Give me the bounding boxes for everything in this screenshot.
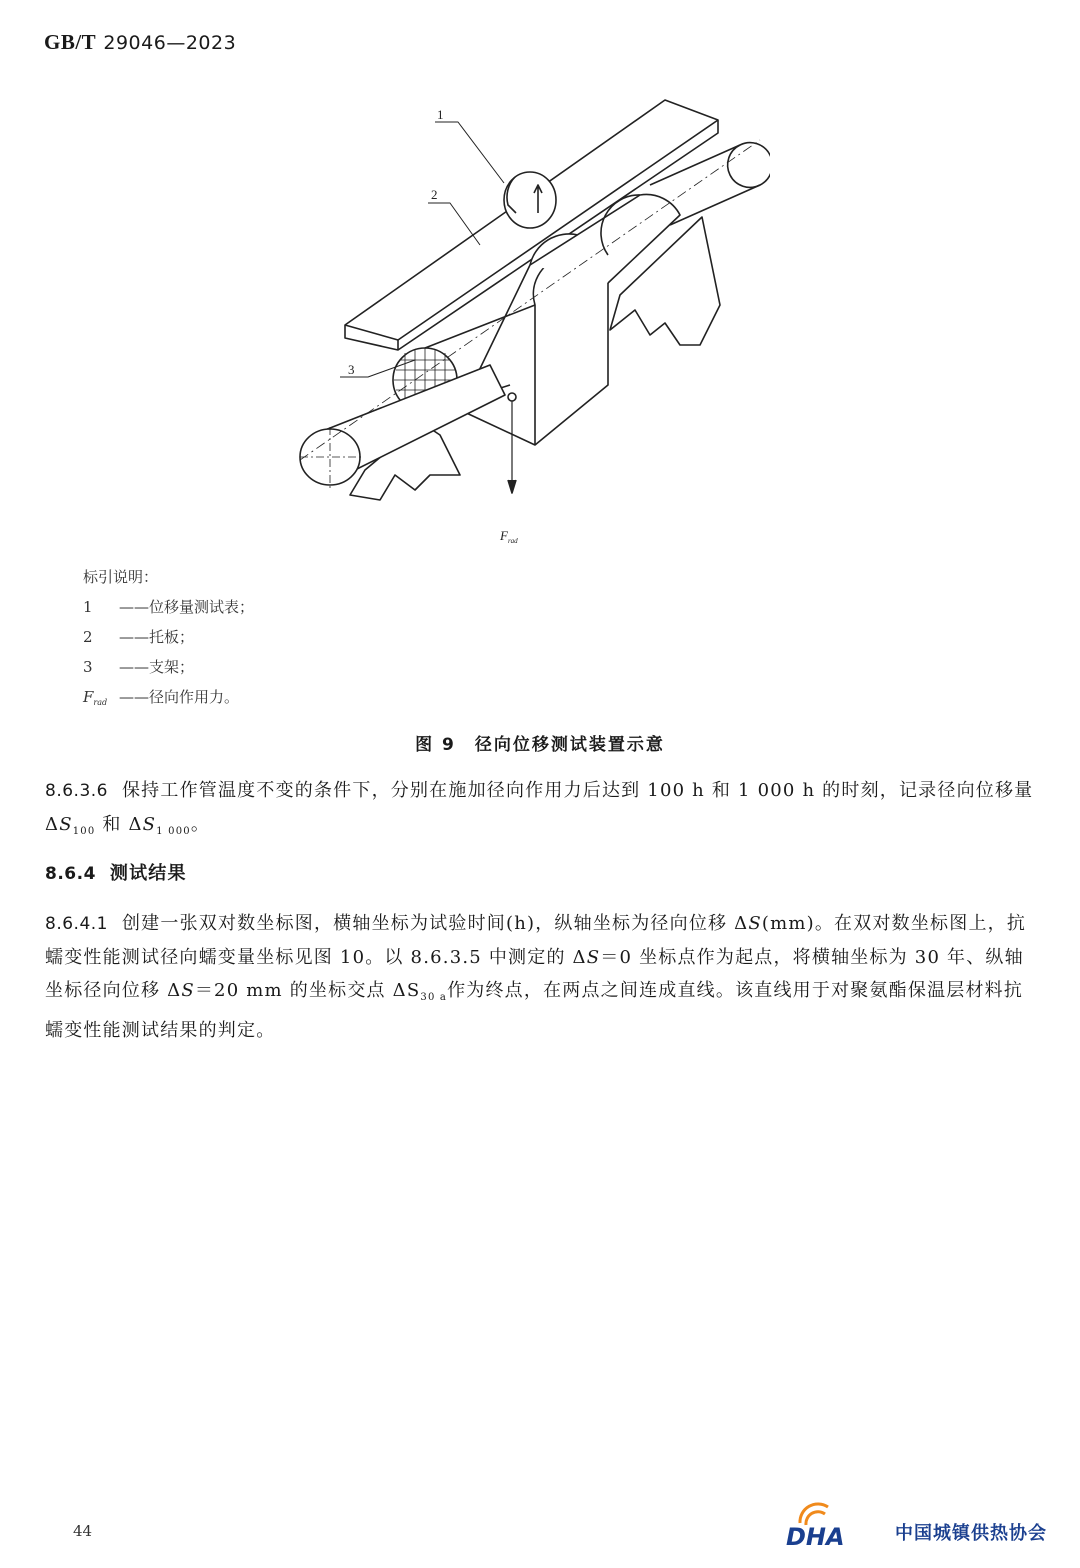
legend-item: $F_{rad}$ ——径向作用力。	[83, 688, 240, 707]
heading-8-6-4: 8.6.4 测试结果	[45, 863, 187, 884]
paragraph-8-6-4-1: 8.6.4.1 创建一张双对数坐标图，横轴坐标为试验时间(h)，纵轴坐标为径向位移 ΔS(mm)。在双对数坐标图上，抗蠕变性能测试径向蠕变量坐标见图 10。以 8.6.3.5 中测定的 ΔS＝0 坐标点作为起点，将横轴坐标为 30 年、纵轴坐标径向位移 ΔS＝20 mm 的坐标交点 $\Delta S_{30 a}$作为终点，在两点之间连成直线。该直线用于对聚氨酯保温层材料抗蠕变性能测试结果的判定。	[45, 913, 1027, 1041]
force-arrow-icon	[508, 480, 516, 493]
legend-item: 3 ——支架；	[83, 658, 195, 676]
paragraph-8-6-3-6: 8.6.3.6 保持工作管温度不变的条件下，分别在施加径向作用力后达到 100 h 和 1 000 h 的时刻，记录径向位移量 $\Delta S_{100}$ 和 $\Delta S_{1 000}$。	[45, 780, 1034, 837]
legend-item: 2 ——托板；	[83, 628, 195, 646]
standard-number: 29046—2023	[103, 32, 237, 54]
radial-displacement-test-figure	[290, 95, 770, 550]
page-number: 44	[73, 1522, 93, 1540]
legend	[83, 562, 254, 718]
svg-text:DHA: DHA	[786, 1523, 845, 1551]
label-1: 1	[437, 107, 444, 122]
figure-caption: 图 9 径向位移测试装置示意	[415, 735, 665, 755]
org-name: 中国城镇供热协会	[895, 1523, 1047, 1544]
label-3: 3	[348, 362, 355, 377]
legend-title: 标引说明：	[83, 568, 159, 586]
label-2: 2	[431, 187, 438, 202]
page-header	[44, 30, 236, 55]
legend-item: 1 ——位移量测试表；	[83, 598, 255, 616]
force-label: $F_{rad}$	[500, 528, 518, 545]
standard-prefix: GB/T	[44, 30, 97, 54]
